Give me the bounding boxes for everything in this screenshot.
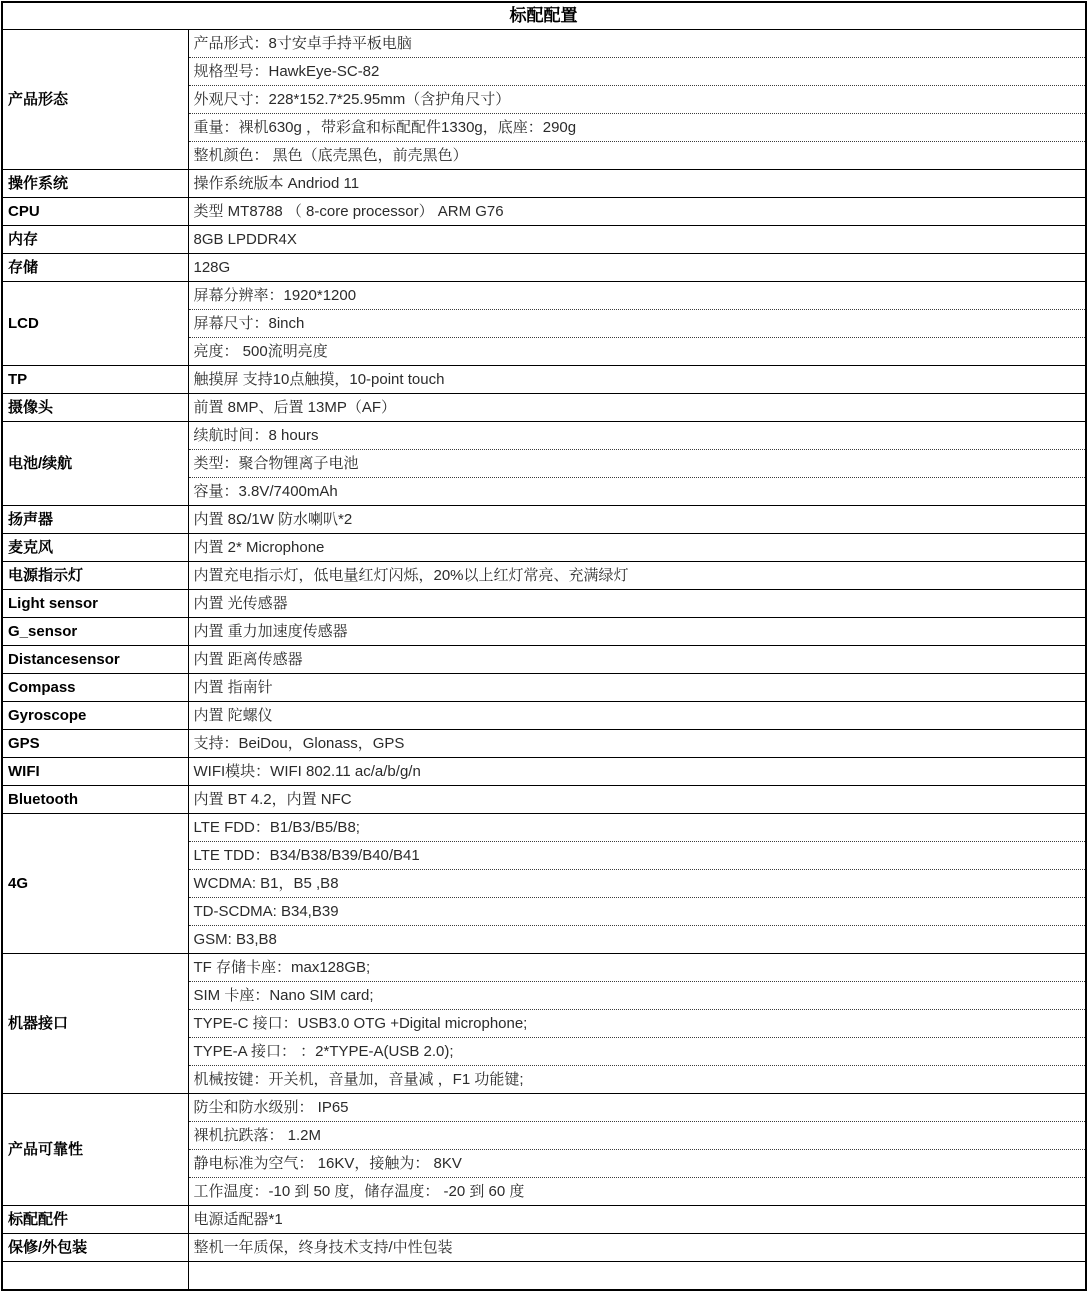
spec-value: GSM: B3,B8 <box>188 926 1086 954</box>
spec-table <box>1 1 1087 1291</box>
spec-table-body <box>2 2 1086 1290</box>
spec-group-label: 标配配件 <box>2 1206 188 1234</box>
table-title: 标配配置 <box>2 2 1086 30</box>
table-row <box>2 646 1086 674</box>
spec-value: 内置 光传感器 <box>188 590 1086 618</box>
spec-value: 8GB LPDDR4X <box>188 226 1086 254</box>
table-row <box>2 814 1086 842</box>
spec-group-label: GPS <box>2 730 188 758</box>
spec-group-label: 机器接口 <box>2 954 188 1094</box>
table-row <box>2 254 1086 282</box>
table-row <box>2 786 1086 814</box>
spec-value: 亮度： 500流明亮度 <box>188 338 1086 366</box>
spec-value: TD-SCDMA: B34,B39 <box>188 898 1086 926</box>
spec-value: 静电标准为空气： 16KV，接触为： 8KV <box>188 1150 1086 1178</box>
spec-value: TYPE-A 接口： ：2*TYPE-A(USB 2.0); <box>188 1038 1086 1066</box>
spec-value: 支持：BeiDou，Glonass，GPS <box>188 730 1086 758</box>
spec-group-label: 产品可靠性 <box>2 1094 188 1206</box>
title-row <box>2 2 1086 30</box>
spec-value: 工作温度：-10 到 50 度，储存温度： -20 到 60 度 <box>188 1178 1086 1206</box>
table-row <box>2 1094 1086 1122</box>
spec-value: 内置 陀螺仪 <box>188 702 1086 730</box>
spec-value: 产品形式：8寸安卓手持平板电脑 <box>188 30 1086 58</box>
spec-value: 内置 指南针 <box>188 674 1086 702</box>
spec-group-label: 电源指示灯 <box>2 562 188 590</box>
spec-value: 类型 MT8788 （ 8-core processor） ARM G76 <box>188 198 1086 226</box>
spec-value: TYPE-C 接口：USB3.0 OTG +Digital microphone; <box>188 1010 1086 1038</box>
table-row <box>2 226 1086 254</box>
spec-value: 裸机抗跌落： 1.2M <box>188 1122 1086 1150</box>
spec-group-label: Light sensor <box>2 590 188 618</box>
table-row <box>2 422 1086 450</box>
table-row <box>2 198 1086 226</box>
spec-value: 防尘和防水级别： IP65 <box>188 1094 1086 1122</box>
partial-value-cell <box>188 1262 1086 1291</box>
spec-group-label: TP <box>2 366 188 394</box>
spec-value: 触摸屏 支持10点触摸，10-point touch <box>188 366 1086 394</box>
spec-group-label: Compass <box>2 674 188 702</box>
table-row <box>2 758 1086 786</box>
spec-group-label: 内存 <box>2 226 188 254</box>
spec-group-label: 保修/外包装 <box>2 1234 188 1262</box>
spec-value: 屏幕尺寸：8inch <box>188 310 1086 338</box>
spec-value: 128G <box>188 254 1086 282</box>
table-row <box>2 30 1086 58</box>
table-row <box>2 618 1086 646</box>
spec-value: 操作系统版本 Andriod 11 <box>188 170 1086 198</box>
table-row <box>2 730 1086 758</box>
spec-value: 电源适配器*1 <box>188 1206 1086 1234</box>
spec-value: 外观尺寸：228*152.7*25.95mm（含护角尺寸） <box>188 86 1086 114</box>
table-row <box>2 366 1086 394</box>
table-row <box>2 170 1086 198</box>
table-row <box>2 394 1086 422</box>
table-row <box>2 562 1086 590</box>
table-row <box>2 954 1086 982</box>
spec-value: 规格型号：HawkEye-SC-82 <box>188 58 1086 86</box>
spec-group-label: WIFI <box>2 758 188 786</box>
spec-value: LTE TDD：B34/B38/B39/B40/B41 <box>188 842 1086 870</box>
spec-value: TF 存储卡座：max128GB; <box>188 954 1086 982</box>
spec-value: 内置 重力加速度传感器 <box>188 618 1086 646</box>
spec-value: 整机一年质保，终身技术支持/中性包装 <box>188 1234 1086 1262</box>
table-row <box>2 506 1086 534</box>
spec-group-label: 产品形态 <box>2 30 188 170</box>
spec-value: 机械按键：开关机，音量加，音量减 ，F1 功能键; <box>188 1066 1086 1094</box>
partial-row <box>2 1262 1086 1291</box>
spec-group-label: 麦克风 <box>2 534 188 562</box>
spec-group-label: 操作系统 <box>2 170 188 198</box>
spec-group-label: 摄像头 <box>2 394 188 422</box>
spec-group-label: Distancesensor <box>2 646 188 674</box>
spec-value: SIM 卡座：Nano SIM card; <box>188 982 1086 1010</box>
spec-value: 屏幕分辨率：1920*1200 <box>188 282 1086 310</box>
spec-value: 续航时间：8 hours <box>188 422 1086 450</box>
spec-value: LTE FDD：B1/B3/B5/B8; <box>188 814 1086 842</box>
table-row <box>2 590 1086 618</box>
spec-value: 类型：聚合物锂离子电池 <box>188 450 1086 478</box>
spec-group-label: 存储 <box>2 254 188 282</box>
table-row <box>2 674 1086 702</box>
spec-group-label: CPU <box>2 198 188 226</box>
spec-value: WIFI模块：WIFI 802.11 ac/a/b/g/n <box>188 758 1086 786</box>
spec-group-label: 4G <box>2 814 188 954</box>
spec-value: 内置 BT 4.2，内置 NFC <box>188 786 1086 814</box>
spec-value: 内置 距离传感器 <box>188 646 1086 674</box>
table-row <box>2 282 1086 310</box>
spec-value: 整机颜色： 黑色（底壳黑色，前壳黑色） <box>188 142 1086 170</box>
partial-label-cell <box>2 1262 188 1291</box>
spec-value: 内置 2* Microphone <box>188 534 1086 562</box>
table-row <box>2 534 1086 562</box>
spec-value: 内置 8Ω/1W 防水喇叭*2 <box>188 506 1086 534</box>
spec-value: 重量：裸机630g ，带彩盒和标配配件1330g，底座：290g <box>188 114 1086 142</box>
spec-group-label: 扬声器 <box>2 506 188 534</box>
spec-group-label: Bluetooth <box>2 786 188 814</box>
table-row <box>2 1234 1086 1262</box>
table-row <box>2 702 1086 730</box>
spec-group-label: 电池/续航 <box>2 422 188 506</box>
spec-group-label: LCD <box>2 282 188 366</box>
spec-group-label: G_sensor <box>2 618 188 646</box>
spec-value: 容量：3.8V/7400mAh <box>188 478 1086 506</box>
spec-value: 内置充电指示灯，低电量红灯闪烁，20%以上红灯常亮、充满绿灯 <box>188 562 1086 590</box>
spec-value: 前置 8MP、后置 13MP（AF） <box>188 394 1086 422</box>
spec-group-label: Gyroscope <box>2 702 188 730</box>
page <box>0 1 1089 1265</box>
spec-value: WCDMA: B1，B5 ,B8 <box>188 870 1086 898</box>
table-row <box>2 1206 1086 1234</box>
